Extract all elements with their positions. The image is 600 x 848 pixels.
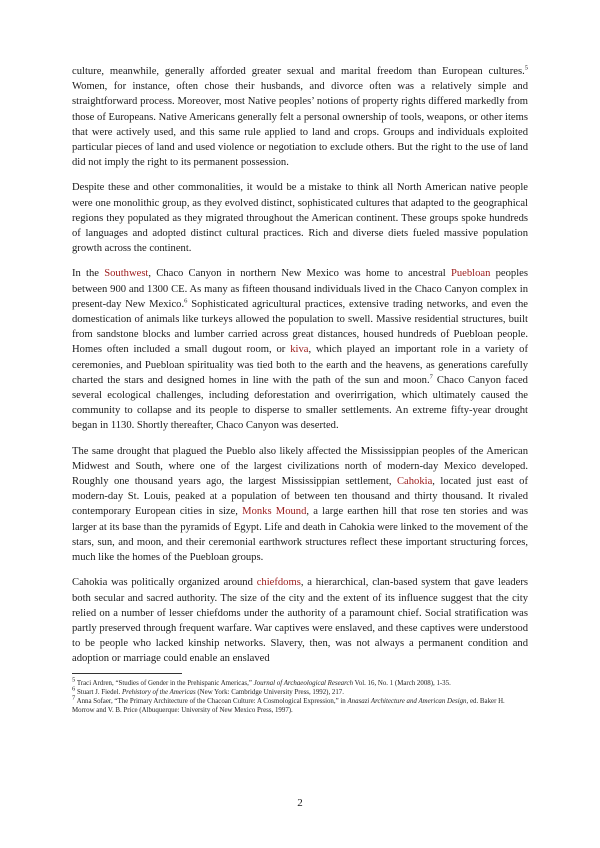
footnote-text: , ed. Baker H. Morrow and V. B. Price (Albuquerque: University of New Mexico Press, 1997). [72,698,505,715]
text-run: , Chaco Canyon in northern New Mexico was home to ancestral [148,268,451,280]
footnote-divider [72,673,182,674]
footnote-5 [72,676,528,688]
footnote-text: Traci Ardren, “Studies of Gender in the Prehispanic Americas,” [75,679,254,687]
text-run: , located just east of modern-day St. Louis, peaked at a population of between ten thousand and thirty thousand. It rivaled contemporary European cities in size, [72,476,528,518]
text-run: Despite these and other commonalities, it would be a mistake to think all North American native people were one monolithic group, as they evolved distinct, sophisticated cultures that adapted to the geographical regions they populated as they migrated throughout the American continent. These groups spoke hundreds of languages and adopted distinct cultural practices. Rich and diverse diets fueled massive population growth across the continent. [72,182,528,255]
text-run: Chaco Canyon faced several ecological challenges, including deforestation and overirrigation, which ultimately caused the community to collapse and its people to disperse to smaller settlements. An extreme fifty-year drought began in 1130. Shortly thereafter, Chaco Canyon was deserted. [72,374,528,432]
glossary-term-monks-mound[interactable]: Monks Mound [242,506,307,518]
footnote-number: 6 [72,685,76,693]
footnote-number: 7 [72,694,76,702]
footnote-text: Stuart J. Fiedel. [75,688,122,696]
page-number: 2 [297,797,303,809]
text-run: peoples between 900 and 1300 CE. As many as fifteen thousand individuals lived in the Chaco Canyon complex in present-day New Mexico. [72,268,528,310]
footnote-7 [72,694,528,716]
paragraph-cahokia [72,444,528,566]
text-run: Cahokia was politically organized around [72,577,257,589]
footnote-ref[interactable]: 5 [524,64,528,72]
footnote-text: (New York: Cambridge University Press, 1992), 217. [195,688,344,696]
footnote-6 [72,685,528,697]
text-run: Women, for instance, often chose their husbands, and divorce often was a relatively simple and straightforward process. Moreover, most Native peoples’ notions of property rights differed markedly from those of Europeans. Native Americans generally felt a personal ownership of tools, weapons, or other items that were actively used, and this same rule applied to land and crops. Groups and individuals exploited particular pieces of land and used violence or negotiation to exclude others. But the right to the use of land did not imply the right to its permanent possession. [72,81,528,169]
paragraph-commonalities [72,180,528,256]
footnote-text: Anna Sofaer, “The Primary Architecture of the Chacoan Culture: A Cosmological Expression,” in [75,698,348,706]
footnote-title: Journal of Archaeological Research [253,679,354,687]
footnote-ref[interactable]: 7 [429,373,433,381]
paragraph-chiefdoms [72,575,528,666]
text-run: culture, meanwhile, generally afforded greater sexual and marital freedom than European cultures. [72,66,525,77]
glossary-term-chiefdoms[interactable]: chiefdoms [256,577,301,589]
footnote-title: Anasazi Architecture and American Design [347,698,467,706]
footnote-title: Prehistory of the Americas [121,688,196,696]
text-run: , a hierarchical, clan-based system that gave leaders both secular and sacred authority. The size of the city and the extent of its influence suggest that the city relied on a number of lesser chiefdoms under the authority of a paramount chief. Social stratification was partly preserved through frequent warfare. War captives were enslaved, and these captives were understood to be people who lacked kinship networks. Slavery, then, was not always a permanent condition and adoption or marriage could enable an enslaved [72,577,528,665]
paragraph-gender-property [72,64,528,170]
footnote-ref[interactable]: 6 [184,297,188,305]
glossary-term-kiva[interactable]: kiva [290,344,309,356]
text-run: The same drought that plagued the Pueblo also likely affected the Mississippian peoples of the American Midwest and South, where one of the largest civilizations north of modern-day Mexico developed. Roughly one thousand years ago, the largest Mississippian settlement, [72,445,528,488]
paragraph-chaco-canyon [72,266,528,433]
text-run: , which played an important role in a variety of ceremonies, and Puebloan spirituality was tied both to the earth and the heavens, as generations carefully charted the stars and designed homes in line with the path of the sun and moon. [72,344,528,386]
text-run: In the [72,268,105,280]
text-run: Sophisticated agricultural practices, extensive trading networks, and even the domestication of animals like turkeys allowed the population to swell. Massive residential structures, built from sandstone blocks and lumber carried across great distances, housed hundreds of Puebloan people. Homes often included a small dugout room, or [72,298,528,356]
footnote-number: 5 [72,676,76,684]
document-page [72,64,528,716]
glossary-term-puebloan[interactable]: Puebloan [450,268,491,280]
text-run: , a large earthen hill that rose ten stories and was larger at its base than the pyramids of Egypt. Life and death in Cahokia were linked to the movement of the stars, sun, and moon, and their ceremonial earthwork structures reflect these important structuring forces, much like the homes of the Puebloan groups. [72,506,528,564]
glossary-term-southwest[interactable]: Southwest [104,268,149,280]
glossary-term-cahokia[interactable]: Cahokia [396,476,433,488]
footnote-text: Vol. 16, No. 1 (March 2008), 1-35. [353,679,451,687]
